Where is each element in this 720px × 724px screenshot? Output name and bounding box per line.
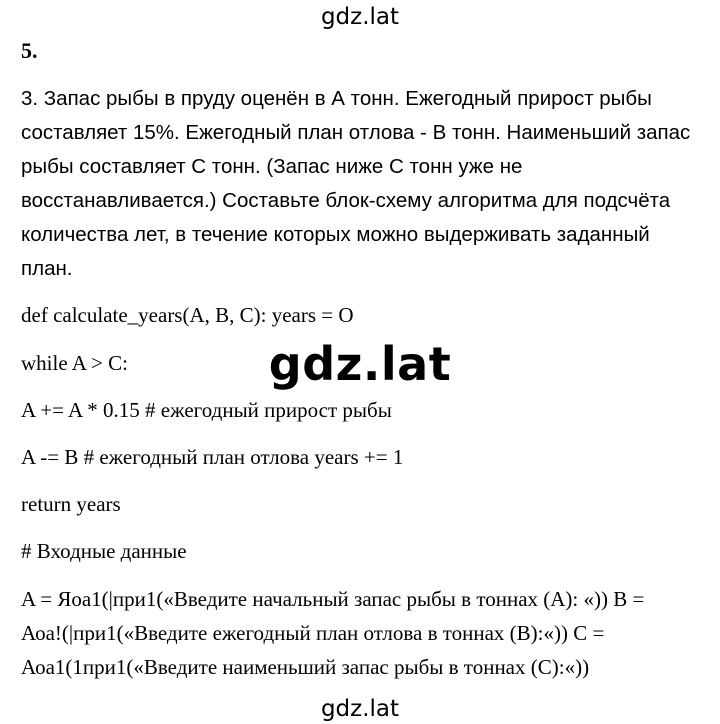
task-text — [21, 82, 701, 286]
watermark-bottom: gdz.lat — [320, 696, 400, 722]
task-line: 3. Запас рыбы в пруду оценён в А тонн. Ежегодный прирост рыбы — [21, 87, 652, 110]
code-comment-line: # Входные данные — [21, 539, 187, 563]
code-growth-line: A += A * 0.15 # ежегодный прирост рыбы — [21, 398, 392, 422]
watermark-middle: gdz.lat — [268, 337, 452, 391]
code-input-line: A = Яоа1(|при1(«Введите начальный запас рыбы в тоннах (А): «)) В = — [21, 587, 645, 611]
task-line: рыбы составляет С тонн. (Запас ниже С тонн уже не — [21, 155, 523, 178]
code-input-block — [21, 582, 711, 684]
code-input-line: Аоа!(|при1(«Введите ежегодный план отлова в тоннах (В):«)) С = — [21, 621, 605, 645]
task-line: восстанавливается.) Составьте блок-схему алгоритма для подсчёта — [21, 189, 671, 212]
watermark-top: gdz.lat — [320, 4, 400, 30]
task-line: составляет 15%. Ежегодный план отлова - В тонн. Наименьший запас — [21, 121, 691, 144]
task-line: количества лет, в течение которых можно выдерживать заданный — [21, 223, 650, 246]
code-def-line: def calculate_years(A, B, C): years = O — [21, 303, 354, 327]
code-return-line: return years — [21, 492, 121, 516]
task-line: план. — [21, 257, 73, 280]
code-catch-line: A -= B # ежегодный план отлова years += 1 — [21, 445, 404, 469]
code-while-line: while A > C: — [21, 351, 128, 375]
code-input-line: Аоа1(1при1(«Введите наименьший запас рыбы в тоннах (С):«)) — [21, 655, 590, 679]
exercise-number: 5. — [21, 38, 38, 63]
